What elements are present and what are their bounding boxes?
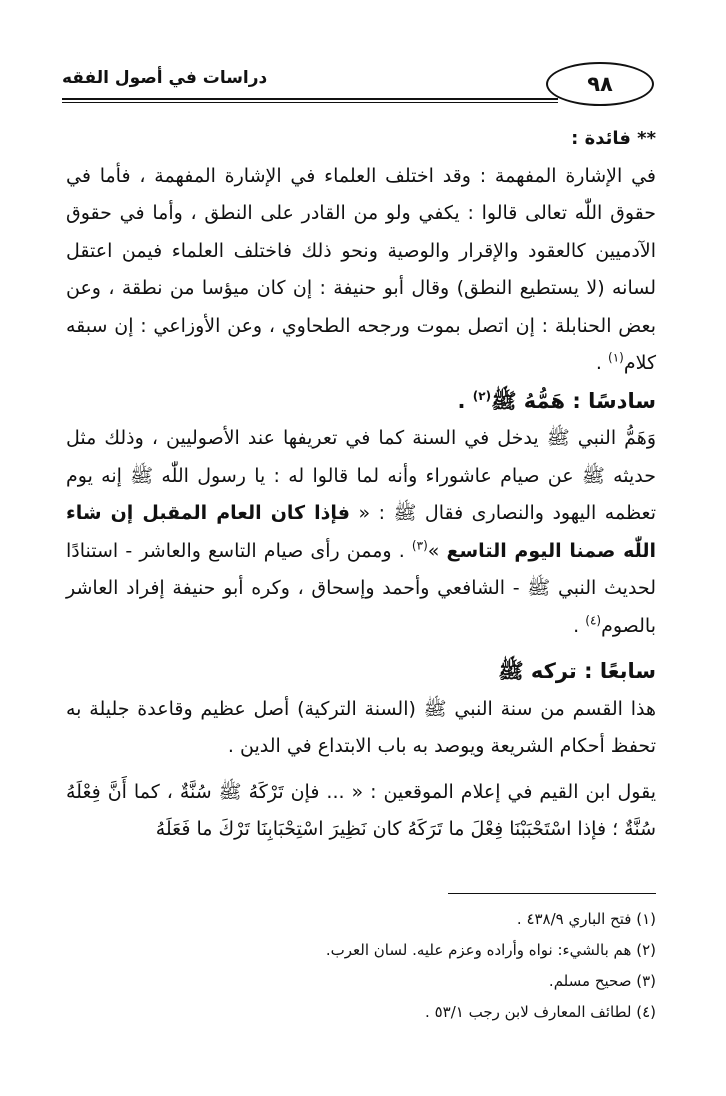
book-title: دراسات في أصول الفقه <box>62 68 268 88</box>
header-rule-thin <box>62 102 558 103</box>
section-heading-six-text: سادسًا : هَمُّهُ ﷺ <box>491 388 656 413</box>
paragraph-intent-text-a: وَهَمُّ النبي ﷺ يدخل في السنة كما في تعريفها عند الأصوليين ، وذلك مثل حديثه ﷺ عن صيام عاشوراء وأنه لما قالوا له : يا رسول اللّٰه ﷺ إنه يوم تعظمه اليهود والنصارى فقال ﷺ : « <box>66 427 656 524</box>
footnote-ref-1: (١) <box>608 350 624 365</box>
paragraph-intent-text-c: . وممن رأى صيام التاسع والعاشر - استنادًا لحديث النبي ﷺ - الشافعي وأحمد وإسحاق ، وكره أبو حنيفة إفراد العاشر بالصوم <box>66 539 656 637</box>
footnotes <box>66 904 656 1028</box>
page-number: ٩٨ <box>587 72 613 96</box>
footnote-2: (٢) هم بالشيء: نواه وأراده وعزم عليه. لسان العرب. <box>325 941 656 959</box>
main-text <box>66 120 656 849</box>
section-heading-seven: سابعًا : تركه ﷺ <box>498 659 656 683</box>
page-header <box>62 62 658 108</box>
footnote-separator <box>448 893 656 894</box>
paragraph-gesture-text: في الإشارة المفهمة : وقد اختلف العلماء في الإشارة المفهمة ، فأما في حقوق اللّٰه تعالى قالوا : يكفي ولو من القادر على النطق ، وأما في حقوق الآدميين كالعقود والإقرار والوصية ونحو ذلك فاختلف العلماء فيمن اعتقل لسانه (لا يستطيع النطق) وقال أبو حنيفة : إن كان ميؤسا من نطقة ، وعن بعض الحنابلة : إن اتصل بموت ورجحه الطحاوي ، وعن الأوزاعي : إن سبقه كلام <box>66 164 656 374</box>
footnote-ref-2: (٢) <box>472 388 492 403</box>
note-heading: ** فائدة : <box>571 128 656 149</box>
paragraph-gesture-end: . <box>595 352 609 374</box>
paragraph-ibn-qayyim: يقول ابن القيم في إعلام الموقعين : « ... فإن تَرْكَهُ ﷺ سُنَّةٌ ، كما أَنَّ فِعْلَهُ سُنَّةٌ ؛ فإذا اسْتَحْبَبْنَا فِعْلَ ما تَرَكَهُ كان نَظِيرَ اسْتِحْبَابِنَا تَرْكَ ما فَعَلَهُ <box>66 780 656 840</box>
paragraph-gesture <box>66 158 656 383</box>
page-number-badge <box>546 62 654 106</box>
paragraph-intent-text-b: » <box>427 539 447 562</box>
section-heading-six-end: . <box>457 388 473 413</box>
footnote-3: (٣) صحيح مسلم. <box>548 972 656 990</box>
paragraph-intent-end: . <box>573 614 586 637</box>
footnote-4: (٤) لطائف المعارف لابن رجب ٥٣/١ . <box>425 1003 656 1021</box>
footnote-1: (١) فتح الباري ٤٣٨/٩ . <box>516 910 656 928</box>
footnote-ref-3: (٣) <box>411 538 428 553</box>
header-rule <box>62 98 558 100</box>
hadith-quote: فإذا كان العام المقبل إن شاء اللّٰه صمنا اليوم التاسع <box>66 502 656 562</box>
paragraph-abandonment: هذا القسم من سنة النبي ﷺ (السنة التركية) أصل عظيم وقاعدة جليلة به تحفظ أحكام الشريعة ويوصد به باب الابتداع في الدين . <box>66 697 656 757</box>
footnote-ref-4: (٤) <box>585 613 602 628</box>
paragraph-intent <box>66 420 656 645</box>
section-heading-six <box>66 383 656 421</box>
